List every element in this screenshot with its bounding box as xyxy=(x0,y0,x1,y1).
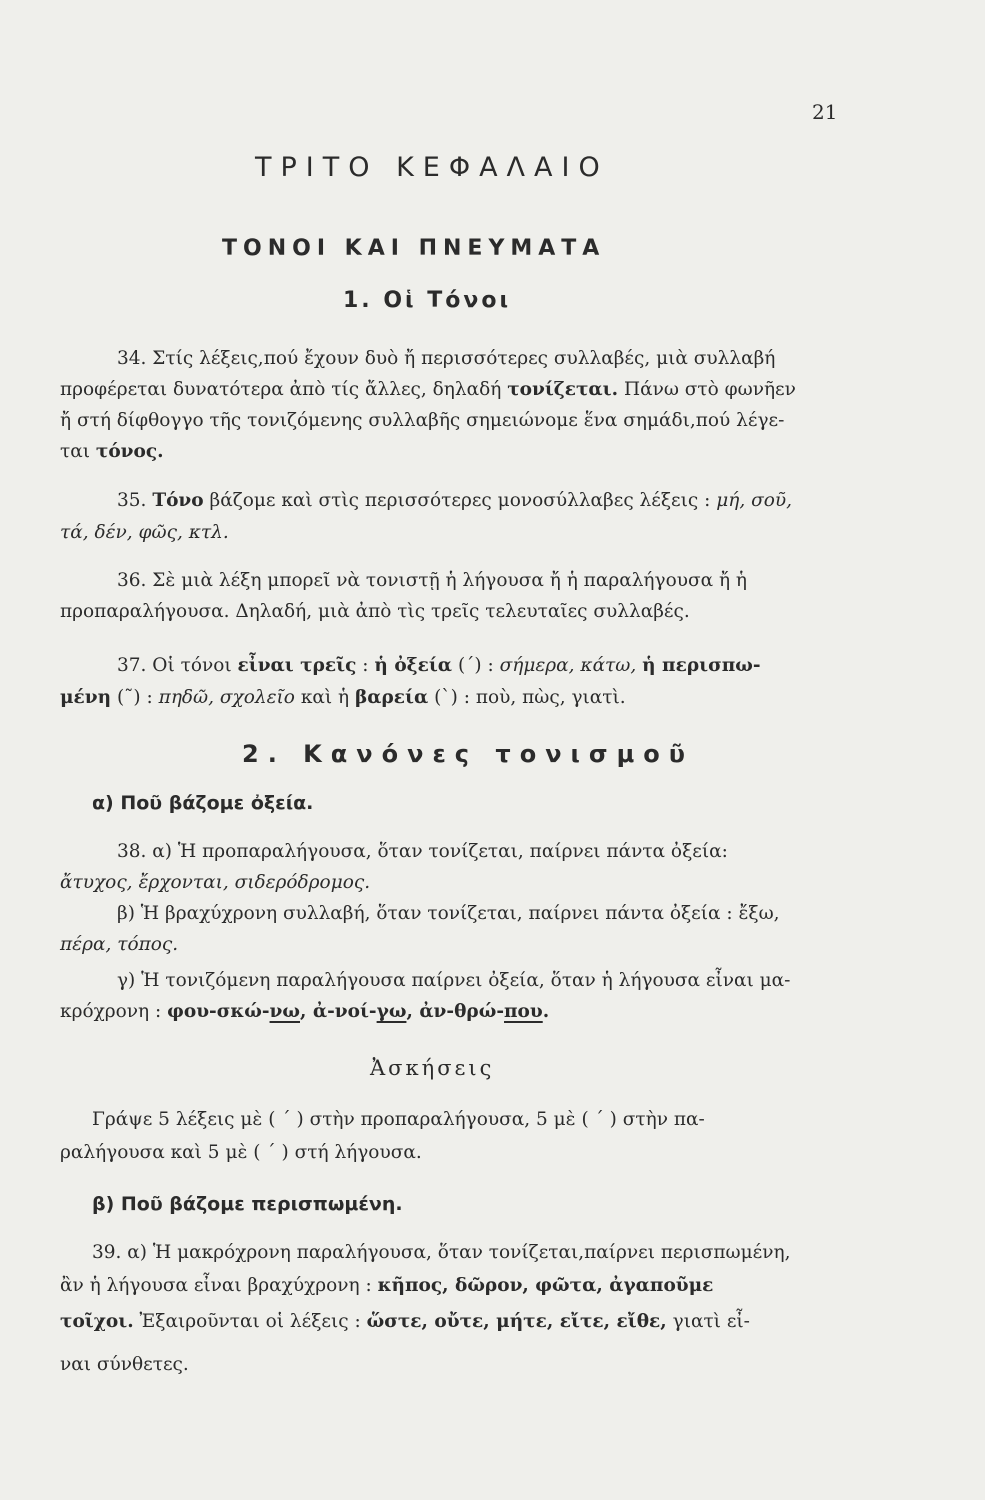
text-span: (῀) : xyxy=(116,687,153,708)
text-span: : xyxy=(362,655,369,676)
text-span: βάζομε καὶ στὶς περισσότερες μονοσύλλαβες λέξεις : xyxy=(209,490,711,511)
example-words: ὥστε, οὔτε, μήτε, εἴτε, εἴθε, xyxy=(366,1311,667,1332)
example-words: πηδῶ, σχολεῖο xyxy=(158,687,295,708)
emphasis: τόνος. xyxy=(95,441,164,462)
chapter-title: ΤΡΙΤΟ ΚΕΦΑΛΑΙΟ xyxy=(255,152,609,183)
paragraph-38-line-2: ἄτυχος, ἔρχονται, σιδερόδρομος. xyxy=(60,872,371,893)
emphasis: βαρεία xyxy=(354,687,429,708)
paragraph-35-line-1 xyxy=(117,492,792,511)
paragraph-35-line-2: τά, δέν, φῶς, κτλ. xyxy=(60,522,229,543)
long-syllable: γω xyxy=(376,1001,407,1022)
paragraph-36-line-2: προπαραλήγουσα. Δηλαδή, μιὰ ἀπὸ τὶς τρεῖς τελευταῖες συλλαβές. xyxy=(60,601,690,622)
emphasis: , ἀ-νοί- xyxy=(300,1001,377,1022)
emphasis: φου-σκώ- xyxy=(167,1001,270,1022)
section-title-rules: 2. Κανόνες τονισμοῦ xyxy=(242,740,694,768)
paragraph-36-line-1: 36. Σὲ μιὰ λέξη μπορεῖ νὰ τονιστῇ ἡ λήγουσα ἤ ἡ παραλήγουσα ἤ ἡ xyxy=(117,570,748,591)
example-words: τοῖχοι. xyxy=(60,1311,134,1332)
subheading-oxeia: α) Ποῦ βάζομε ὀξεία. xyxy=(92,792,314,814)
long-syllable: που xyxy=(504,1001,543,1022)
text-span: κρόχρονη : xyxy=(60,1001,162,1022)
exercise-line-2: ραλήγουσα καὶ 5 μὲ ( ΄ ) στή λήγουσα. xyxy=(60,1142,422,1163)
paragraph-34-line-2 xyxy=(60,381,796,400)
page-number: 21 xyxy=(812,100,838,124)
emphasis: εἶναι τρεῖς xyxy=(237,655,357,676)
paragraph-39-line-2 xyxy=(60,1277,713,1296)
text-span: γιατὶ εἶ- xyxy=(672,1311,750,1332)
paragraph-38-line-1: 38. α) Ἡ προπαραλήγουσα, ὅταν τονίζεται, παίρνει πάντα ὀξεία: xyxy=(117,841,728,862)
text-span: ται xyxy=(60,441,90,462)
paragraph-39-line-1: 39. α) Ἡ μακρόχρονη παραλήγουσα, ὅταν τονίζεται,παίρνει περισπωμένη, xyxy=(92,1242,791,1263)
exercise-line-1: Γράψε 5 λέξεις μὲ ( ΄ ) στὴν προπαραλήγουσα, 5 μὲ ( ΄ ) στὴν πα- xyxy=(92,1109,705,1130)
text-span: καὶ ἡ xyxy=(300,687,350,708)
paragraph-39-line-4: ναι σύνθετες. xyxy=(60,1354,189,1375)
text-span: (`) : ποὺ, πὼς, γιατὶ. xyxy=(434,687,626,708)
subheading-perispomeni: β) Ποῦ βάζομε περισπωμένη. xyxy=(92,1193,403,1215)
emphasis: τονίζεται. xyxy=(507,379,619,400)
example-words: σήμερα, κάτω, xyxy=(499,655,637,676)
emphasis: ἡ περισπω- xyxy=(642,655,761,676)
section-title-accents: 1. Οἱ Τόνοι xyxy=(343,288,512,313)
long-syllable: νω xyxy=(269,1001,300,1022)
emphasis: Τόνο xyxy=(152,490,204,511)
emphasis: ἡ ὀξεία xyxy=(374,655,453,676)
emphasis: μένη xyxy=(60,687,112,708)
example-words: κῆπος, δῶρον, φῶτα, ἀγαποῦμε xyxy=(377,1275,714,1296)
paragraph-38-line-3: β) Ἡ βραχύχρονη συλλαβή, ὅταν τονίζεται, παίρνει πάντα ὀξεία : ἔξω, xyxy=(117,903,780,924)
emphasis: , ἀν-θρώ- xyxy=(406,1001,505,1022)
paragraph-38-line-5: γ) Ἡ τονιζόμενη παραλήγουσα παίρνει ὀξεία, ὅταν ἡ λήγουσα εἶναι μα- xyxy=(117,970,791,991)
paragraph-38-line-4: πέρα, τόπος. xyxy=(60,934,179,955)
text-span: ἂν ἡ λήγουσα εἶναι βραχύχρονη : xyxy=(60,1275,372,1296)
paragraph-37-line-2 xyxy=(60,689,626,708)
text-span: Ἐξαιροῦνται οἱ λέξεις : xyxy=(139,1311,361,1332)
paragraph-34-line-3: ἤ στή δίφθογγο τῆς τονιζόμενης συλλαβῆς σημειώνομε ἕνα σημάδι,πού λέγε- xyxy=(60,410,785,431)
text-span: 37. Οἱ τόνοι xyxy=(117,655,232,676)
paragraph-34-line-1: 34. Στίς λέξεις,πού ἔχουν δυὸ ἤ περισσότερες συλλαβές, μιὰ συλλαβή xyxy=(117,348,776,369)
text-span: προφέρεται δυνατότερα ἀπὸ τίς ἄλλες, δηλαδή xyxy=(60,379,502,400)
text-span: Πάνω στὸ φωνῆεν xyxy=(623,379,796,400)
example-words: μή, σοῦ, xyxy=(716,490,793,511)
paragraph-34-line-4 xyxy=(60,443,164,462)
paragraph-39-line-3 xyxy=(60,1313,750,1332)
exercises-title: Ἀσκήσεις xyxy=(370,1056,495,1080)
emphasis: . xyxy=(542,1001,550,1022)
paragraph-37-line-1 xyxy=(117,657,761,676)
main-title: ΤΟΝΟΙ ΚΑΙ ΠΝΕΥΜΑΤΑ xyxy=(222,236,606,261)
text-span: (΄) : xyxy=(457,655,494,676)
paragraph-38-line-6 xyxy=(60,1003,549,1022)
text-span: 35. xyxy=(117,490,147,511)
